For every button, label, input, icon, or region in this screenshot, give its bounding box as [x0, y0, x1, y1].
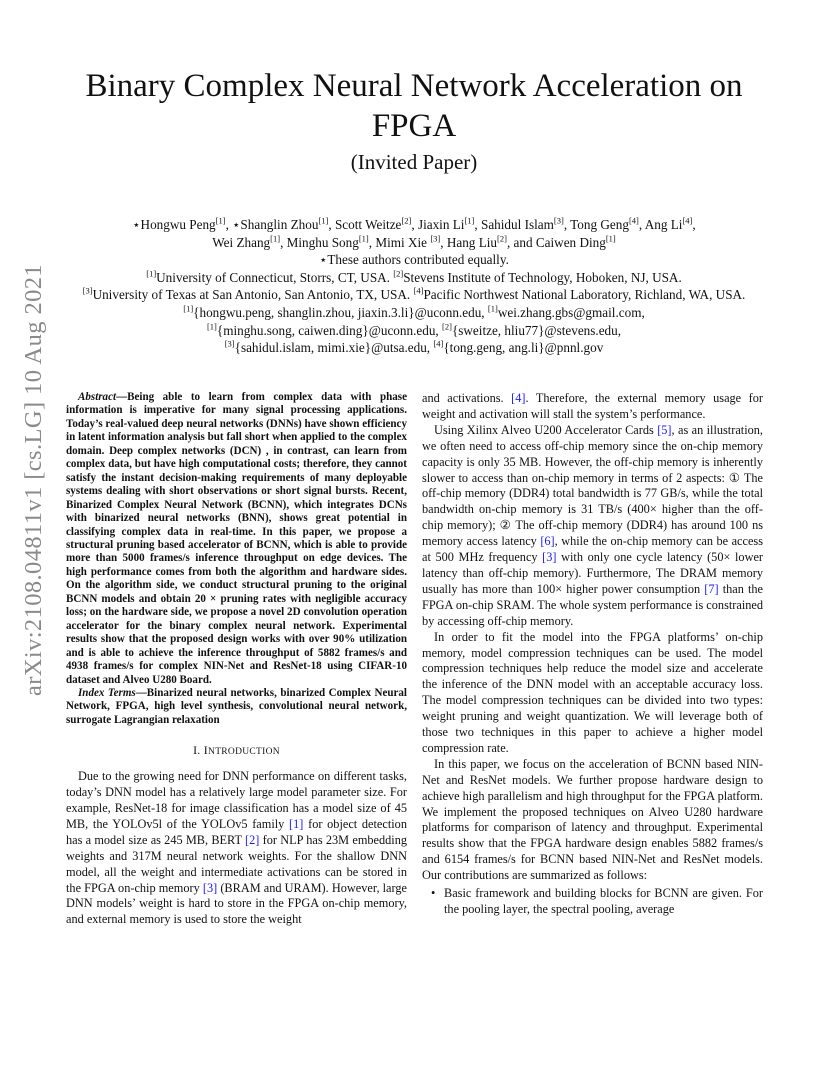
arxiv-stamp-text: arXiv:2108.04811v1 [cs.LG] 10 Aug 2021: [20, 263, 48, 697]
affiliation-line-2: [3]University of Texas at San Antonio, San Antonio, TX, USA. [4]Pacific Northwest National Laboratory, Richland, WA, USA.: [82, 285, 746, 303]
list-item: • Basic framework and building blocks for BCNN are given. For the pooling layer, the spectral pooling, average: [444, 886, 763, 918]
intro-paragraph: Due to the growing need for DNN performance on different tasks, today’s DNN model has a relatively large model parameter size. For example, ResNet-18 for image classification has a model size of 45 MB, the YOLOv5l of the YOLOv5 family [1] for object detection has a model size as 245 MB, BERT [2] for NLP has 23M embedding weights and 317M neural network weights. For the shallow DNN model, all the weight and intermediate activations can be stored in the FPGA on-chip memory [3] (BRAM and URAM). However, large DNN models’ weight is hard to store in the FPGA on-chip memory, and external memory is used to store the weight: [66, 769, 407, 927]
title-line-1: Binary Complex Neural Network Acceleration on: [85, 68, 743, 104]
right-column: [422, 391, 763, 918]
paper-title: [60, 66, 768, 146]
memory-paragraph: Using Xilinx Alveo U200 Accelerator Cards [5], as an illustration, we often need to access off-chip memory since the on-chip memory capacity is only 35 MB. However, the off-chip memory is inherently slower to access than on-chip memory in terms of 2 aspects: ① The off-chip memory (DDR4) total bandwidth is 77 GB/s, while the total bandwidth on-chip memory is 31 TB/s (400× higher than the off-chip memory); ② The off-chip memory (DDR4) has around 100 ns memory access latency [6], while the on-chip memory can be access at 500 MHz frequency [3] with only one cycle latency (50× lower latency than off-chip memory). Furthermore, The DRAM memory usually has more than 100× higher power consumption [7] than the FPGA on-chip SRAM. The whole system performance is constrained by accessing off-chip memory.: [422, 422, 763, 628]
email-line-2: [1]{minghu.song, caiwen.ding}@uconn.edu, [2]{sweitze, hliu77}@stevens.edu,: [206, 321, 622, 338]
email-line-3: [3]{sahidul.islam, mimi.xie}@utsa.edu, [4]{tong.geng, ang.li}@pnnl.gov: [224, 338, 604, 356]
citation-link[interactable]: [7]: [704, 581, 719, 596]
focus-paragraph: In this paper, we focus on the acceleration of BCNN based NIN-Net and ResNet models. We further propose hardware design to achieve high parallelism and high throughput for the FPGA platform. We implement the proposed techniques on Alveo U280 hardware platforms for comparison of latency and throughput. Experimental results show that the FPGA hardware design enables 5882 frames/s and 6154 frames/s for BCNN based NIN-Net and ResNet models. Our contributions are summarized as follows:: [422, 756, 763, 883]
citation-link[interactable]: [3]: [202, 880, 218, 895]
affiliation-line-1: [1]University of Connecticut, Storrs, CT, USA. [2]Stevens Institute of Technology, Hoboken, NJ, USA.: [146, 268, 682, 285]
section-heading-introduction: I. INTRODUCTION: [193, 743, 280, 758]
citation-link[interactable]: [5]: [657, 422, 672, 437]
citation-link[interactable]: [3]: [542, 550, 557, 565]
index-terms: Index Terms—Binarized neural networks, binarized Complex Neural Network, FPGA, high level synthesis, convolutional neural network, surrogate Lagrangian relaxation: [66, 686, 408, 726]
compression-paragraph: In order to fit the model into the FPGA platforms’ on-chip memory, model compression techniques can be used. The model compression techniques help reduce the model size and accelerate the inference of the DNN model with an acceptable accuracy loss. The model compression techniques can be divided into two types: weight pruning and weight quantization. We will leverage both of those two techniques in this paper to achieve a higher model compression rate.: [422, 629, 763, 755]
abstract: Abstract—Being able to learn from complex data with phase information is imperative for many signal processing applications. Today’s real-valued deep neural networks (DNNs) have shown efficiency in latent information analysis but fall short when applied to the complex domain. Deep complex networks (DCN) , in contrast, can learn from complex data, but have high computational costs; therefore, they cannot satisfy the instant decision-making requirements of many deployable systems dealing with short observations or short signal bursts. Recent, Binarized Complex Neural Network (BCNN), which integrates DCNs with binarized neural networks (BNN), shows great potential in classifying complex data in real-time. In this paper, we propose a structural pruning based accelerator of BCNN, which is able to provide more than 5000 frames/s inference throughput on edge devices. The high performance comes from both the algorithm and hardware sides. On the algorithm side, we conduct structural pruning to the original BCNN models and obtain 20 × pruning rates with negligible accuracy loss; on the hardware side, we propose a novel 2D convolution operation accelerator for the binary complex neural network. Experimental results show that the proposed design works with over 90% utilization and is able to achieve the inference throughput of 5882 frames/s and 4938 frames/s for complex NIN-Net and ResNet-18 using CIFAR-10 dataset and Alveo U280 Board.: [66, 391, 407, 686]
left-column: [66, 391, 407, 928]
citation-link[interactable]: [6]: [540, 534, 555, 549]
paper-subtitle: (Invited Paper): [350, 150, 478, 174]
author-block: [60, 216, 768, 357]
title-line-2: FPGA: [371, 108, 457, 144]
email-line-1: [1]{hongwu.peng, shanglin.zhou, jiaxin.3.li}@uconn.edu, [1]wei.zhang.gbs@gmail.com,: [183, 303, 645, 320]
citation-link[interactable]: [2]: [245, 832, 260, 847]
citation-link[interactable]: [1]: [289, 816, 304, 831]
author-line-1: ⋆Hongwu Peng[1], ⋆Shanglin Zhou[1], Scott Weitze[2], Jiaxin Li[1], Sahidul Islam[3], Tong Geng[4], Ang Li[4],: [132, 215, 696, 232]
contribution-list: [422, 886, 763, 918]
arxiv-identifier: [14, 263, 54, 697]
continued-paragraph: and activations. [4]. Therefore, the external memory usage for weight and activation will stall the system’s performance.: [422, 391, 763, 421]
citation-link[interactable]: [4]: [511, 391, 526, 405]
equal-contribution-note: ⋆These authors contributed equally.: [319, 252, 509, 268]
author-line-2: Wei Zhang[1], Minghu Song[1], Mimi Xie [3], Hang Liu[2], and Caiwen Ding[1]: [212, 233, 616, 250]
